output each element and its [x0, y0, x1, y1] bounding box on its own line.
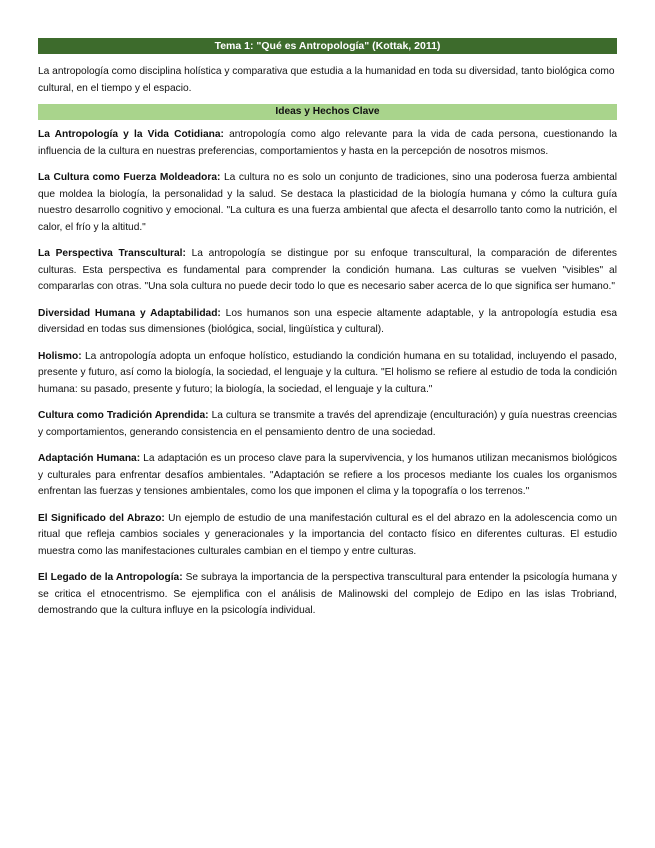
intro-paragraph: La antropología como disciplina holística y comparativa que estudia a la humanidad en toda su diversidad, tanto biológica como cultural, en el tiempo y el espacio. [38, 66, 615, 94]
key-idea-term: El Legado de la Antropología: [38, 572, 183, 583]
key-idea-item [38, 408, 617, 441]
key-idea-term: El Significado del Abrazo: [38, 512, 165, 524]
key-idea-term: La Antropología y la Vida Cotidiana: [38, 129, 224, 140]
key-ideas-list [38, 127, 617, 620]
key-idea-text: La adaptación es un proceso clave para la supervivencia, y los humanos utilizan mecanismos biológicos y culturales para enfrentar desafíos ambientales. "Adaptación se refiere a los procesos mediante los cuales los organismos enfrentan las fuerzas y tensiones ambientales, como los que imponen el clima y la topografía o los terrenos." [38, 453, 617, 497]
key-idea-text: antropología como algo relevante para la vida de cada persona, cuestionando la influencia de la cultura en nuestras preferencias, comportamientos y hasta en la percepción de nosotros mismos. [38, 129, 617, 157]
key-idea-item [38, 570, 617, 620]
key-idea-term: La Perspectiva Transcultural: [38, 248, 186, 259]
key-idea-item [38, 511, 617, 561]
key-idea-text: Un ejemplo de estudio de una manifestación cultural es el del abrazo en la adolescencia como un ritual que refleja cambios sociales y generacionales y la importancia del contacto físico en diferentes culturas. El estudio muestra como las manifestaciones culturales cambian en el tiempo y entre culturas. [38, 512, 617, 557]
key-idea-text: La cultura se transmite a través del aprendizaje (enculturación) y guía nuestras creencias y comportamientos, generando consistencia en el pensamiento dentro de una sociedad. [38, 410, 617, 438]
key-idea-term: Diversidad Humana y Adaptabilidad: [38, 307, 221, 319]
key-idea-term: Cultura como Tradición Aprendida: [38, 410, 209, 421]
key-idea-item [38, 451, 617, 501]
key-idea-term: Holismo: [38, 350, 82, 362]
key-idea-term: Adaptación Humana: [38, 453, 141, 464]
key-idea-item [38, 349, 617, 399]
document-title-bar: Tema 1: "Qué es Antropología" (Kottak, 2011) [38, 38, 617, 54]
key-idea-text: Los humanos son una especie altamente adaptable, y la antropología estudia esa diversidad en todas sus dimensiones (biológica, social, lingüística y cultural). [38, 307, 617, 335]
key-idea-item [38, 306, 617, 339]
key-idea-text: La cultura no es solo un conjunto de tradiciones, sino una poderosa fuerza ambiental que moldea la biología, la personalidad y la salud. Se destaca la plasticidad de la biología humana y cómo la cultura guía nuestro desarrollo cognitivo y emocional. "La cultura es una fuerza ambiental que afecta el desarrollo tanto como la nutrición, el calor, el frío y la altitud." [38, 172, 618, 233]
key-idea-text: Se subraya la importancia de la perspectiva transcultural para entender la psicología humana y se critica el etnocentrismo. Se ejemplifica con el análisis de Malinowski del complejo de Edipo en las islas Trobriand, demostrando que la cultura influye en la psicología individual. [38, 572, 617, 616]
section-title-bar: Ideas y Hechos Clave [38, 104, 617, 120]
key-idea-item [38, 170, 617, 236]
key-idea-item [38, 127, 617, 160]
key-idea-item [38, 246, 617, 296]
document-page [38, 38, 617, 630]
key-idea-text: La antropología adopta un enfoque holístico, estudiando la condición humana en su totalidad, incluyendo el pasado, presente y futuro, así como la biología, la sociedad, el lenguaje y la cultura. "El holismo se refiere al estudio de toda la condición humana: su pasado, presente y futuro; la biología, la sociedad, el lenguaje y la cultura." [38, 350, 617, 395]
key-idea-text: La antropología se distingue por su enfoque transcultural, la comparación de diferentes culturas. Esta perspectiva es fundamental para comprender la condición humana. Las culturas se vuelven "visibles" al compararlas con otras. "Una sola cultura no puede decir todo lo que es necesario saber acerca de lo que significa ser humano." [38, 248, 617, 292]
key-idea-term: La Cultura como Fuerza Moldeadora: [38, 172, 221, 183]
